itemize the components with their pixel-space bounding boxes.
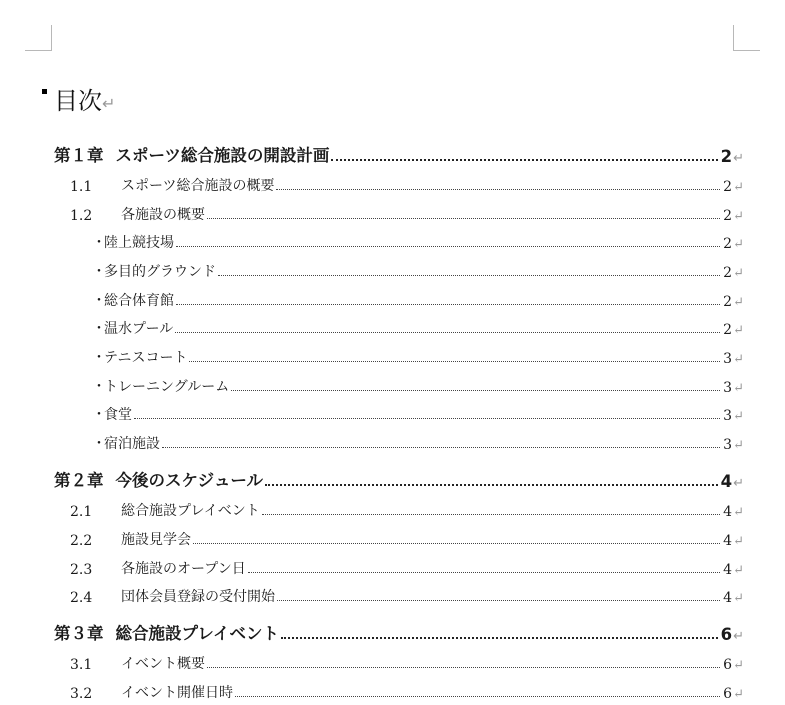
paragraph-mark: ↵ [733,295,744,310]
paragraph-mark: ↵ [733,352,744,367]
section-title: イベント開催日時 [121,685,233,701]
paragraph-mark: ↵ [733,438,744,453]
section-number: 2.2 [70,533,93,549]
toc-section-2-3[interactable] [54,554,744,578]
bullet: ・ [92,321,106,337]
page-number: 6 [723,657,733,673]
bullet: ・ [92,264,106,280]
dot-leader [162,447,720,448]
page-number: 3 [723,437,733,453]
dot-leader [248,572,720,573]
toc-chapter-2[interactable] [54,467,744,491]
paragraph-mark: ↵ [733,381,744,396]
section-number: 3.1 [70,657,93,673]
bullet: ・ [92,407,106,423]
toc-section-2-2[interactable] [54,525,744,549]
toc-item-heated-pool[interactable] [54,314,744,338]
item-title: テニスコート [104,350,188,366]
page-number: 3 [723,351,733,367]
page-number: 2 [723,265,733,281]
paragraph-mark: ↵ [733,151,744,166]
item-title: 食堂 [104,407,132,423]
section-title: 各施設の概要 [121,207,205,223]
item-title: 総合体育館 [104,293,174,309]
toc-item-multipurpose-ground[interactable] [54,257,744,281]
toc-section-2-1[interactable] [54,496,744,520]
paragraph-mark: ↵ [733,505,744,520]
dot-leader [189,361,720,362]
paragraph-anchor-mark [42,89,47,94]
dot-leader [231,390,720,391]
crop-mark-top-right [733,25,760,51]
section-number: 2.4 [70,590,93,606]
section-number: 2.1 [70,504,93,520]
section-title: スポーツ総合施設の概要 [121,178,275,194]
page-number: 6 [723,686,733,702]
toc-heading-text: 目次 [54,87,102,115]
dot-leader [207,218,720,219]
dot-leader [235,696,720,697]
dot-leader [193,543,720,544]
dot-leader [134,418,720,419]
paragraph-mark: ↵ [733,687,744,702]
dot-leader [218,275,720,276]
paragraph-mark: ↵ [733,476,744,491]
paragraph-mark: ↵ [733,323,744,338]
paragraph-mark: ↵ [733,180,744,195]
toc-section-3-2[interactable] [54,678,744,702]
paragraph-mark: ↵ [102,94,116,113]
toc-chapter-3[interactable] [54,620,744,644]
chapter-title: 今後のスケジュール [115,471,264,490]
dot-leader [276,189,720,190]
item-title: 多目的グラウンド [104,264,216,280]
toc-section-1-1[interactable] [54,171,744,195]
dot-leader [207,667,720,668]
section-number: 1.1 [70,179,93,195]
chapter-title: スポーツ総合施設の開設計画 [115,146,330,165]
bullet: ・ [92,379,106,395]
section-title: 各施設のオープン日 [121,561,246,577]
page-number: 4 [720,472,733,491]
page-number: 2 [723,322,733,338]
page-number: 6 [720,625,733,644]
crop-mark-top-left [25,25,52,51]
dot-leader [331,159,717,161]
section-number: 1.2 [70,208,93,224]
page-number: 2 [723,294,733,310]
toc-item-cafeteria[interactable] [54,400,744,424]
dot-leader [277,600,720,601]
chapter-title: 総合施設プレイベント [115,624,280,643]
toc-item-training-room[interactable] [54,372,744,396]
paragraph-mark: ↵ [733,534,744,549]
toc-item-gymnasium[interactable] [54,286,744,310]
toc-section-3-1[interactable] [54,649,744,673]
section-title: 総合施設プレイベント [121,503,260,519]
bullet: ・ [92,293,106,309]
section-number: 3.2 [70,686,93,702]
toc-chapter-1[interactable] [54,142,744,166]
paragraph-mark: ↵ [733,409,744,424]
page-number: 3 [723,380,733,396]
paragraph-mark: ↵ [733,266,744,281]
page-number: 2 [723,179,733,195]
bullet: ・ [92,350,106,366]
page-number: 2 [720,147,733,166]
dot-leader [281,637,718,639]
toc-section-1-2[interactable] [54,200,744,224]
dot-leader [265,484,718,486]
toc-item-track-field[interactable] [54,228,744,252]
paragraph-mark: ↵ [733,591,744,606]
paragraph-mark: ↵ [733,629,744,644]
paragraph-mark: ↵ [733,237,744,252]
page-number: 2 [723,208,733,224]
page-number: 3 [723,408,733,424]
paragraph-mark: ↵ [733,563,744,578]
section-title: イベント概要 [121,656,205,672]
item-title: 温水プール [104,321,174,337]
dot-leader [176,246,720,247]
chapter-number: 第３章 [54,624,104,643]
chapter-number: 第２章 [54,471,104,490]
toc-heading[interactable] [54,86,115,119]
bullet: ・ [92,235,106,251]
toc-section-2-4[interactable] [54,582,744,606]
page-number: 4 [723,533,733,549]
dot-leader [176,304,720,305]
dot-leader [175,332,720,333]
page-number: 4 [723,562,733,578]
page-number: 4 [723,504,733,520]
item-title: 陸上競技場 [104,235,174,251]
section-title: 団体会員登録の受付開始 [121,589,275,605]
item-title: 宿泊施設 [104,436,160,452]
toc-item-tennis-court[interactable] [54,343,744,367]
item-title: トレーニングルーム [104,379,230,395]
section-title: 施設見学会 [121,532,191,548]
paragraph-mark: ↵ [733,658,744,673]
toc-item-lodging[interactable] [54,429,744,453]
paragraph-mark: ↵ [733,209,744,224]
chapter-number: 第１章 [54,146,104,165]
dot-leader [262,514,720,515]
bullet: ・ [92,436,106,452]
page-number: 2 [723,236,733,252]
section-number: 2.3 [70,562,93,578]
page-number: 4 [723,590,733,606]
